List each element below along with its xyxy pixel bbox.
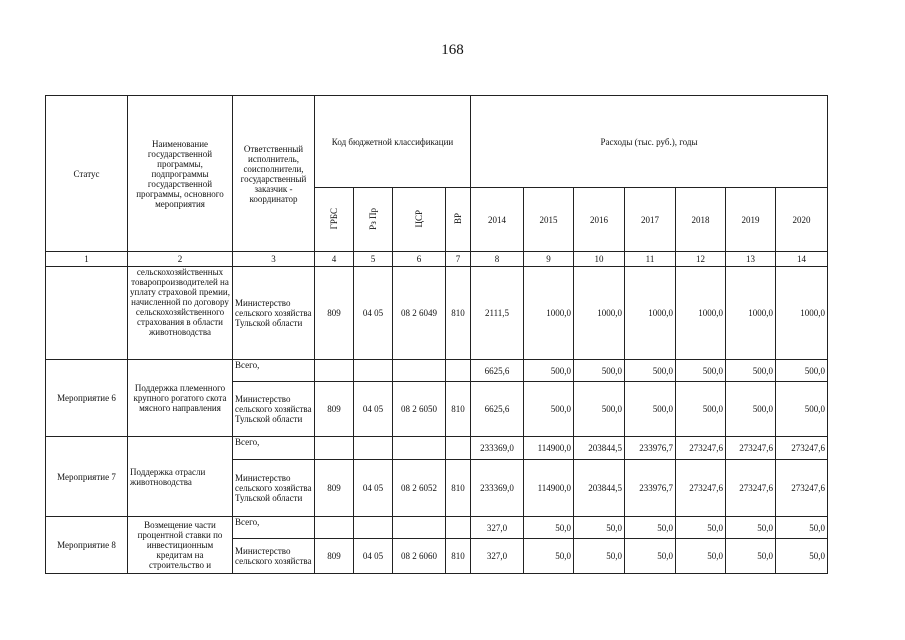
expense-value: 114900,0: [524, 460, 574, 517]
expense-value: 273247,6: [676, 460, 726, 517]
page-number: 168: [441, 42, 464, 58]
vr-code: 810: [446, 267, 471, 360]
table-row: [46, 360, 828, 382]
csr-code: 08 2 6052: [393, 460, 446, 517]
total-label: Всего,: [233, 360, 315, 382]
col-number: 12: [676, 252, 726, 267]
status-cell: Мероприятие 6: [46, 360, 128, 437]
expense-value: 273247,6: [726, 460, 776, 517]
table-row: [46, 517, 828, 539]
vr-code: 810: [446, 382, 471, 437]
header-csr: ЦСР: [414, 209, 424, 228]
total-label: Всего,: [233, 517, 315, 539]
col-number: 7: [446, 252, 471, 267]
rzpr-code: 04 05: [354, 382, 393, 437]
empty-cell: [446, 517, 471, 539]
expense-value: 500,0: [676, 382, 726, 437]
expense-value: 500,0: [726, 382, 776, 437]
grbs-code: 809: [315, 267, 354, 360]
activity-name: Возмещение части процентной ставки по инвестиционным кредитам на строительство и: [128, 517, 233, 574]
expense-value: 1000,0: [524, 267, 574, 360]
vr-code: 810: [446, 460, 471, 517]
total-value: 327,0: [471, 517, 524, 539]
header-grbs-cell: [315, 188, 354, 252]
expense-value: 50,0: [574, 539, 625, 574]
empty-cell: [393, 360, 446, 382]
header-budget-code: Код бюджетной классификации: [315, 96, 471, 188]
header-year: 2019: [726, 188, 776, 252]
header-responsible: Ответственный исполнитель, соисполнители, государственный заказчик - координатор: [233, 96, 315, 252]
responsible-executor: Министерство сельского хозяйства Тульской области: [233, 382, 315, 437]
csr-code: 08 2 6050: [393, 382, 446, 437]
header-vr-cell: [446, 188, 471, 252]
expense-value: 50,0: [776, 539, 828, 574]
expense-value: 1000,0: [574, 267, 625, 360]
empty-cell: [354, 437, 393, 460]
status-cell: Мероприятие 8: [46, 517, 128, 574]
total-value: 500,0: [776, 360, 828, 382]
expense-value: 1000,0: [625, 267, 676, 360]
col-number: 1: [46, 252, 128, 267]
expense-value: 1000,0: [726, 267, 776, 360]
csr-code: 08 2 6049: [393, 267, 446, 360]
col-number: 13: [726, 252, 776, 267]
rzpr-code: 04 05: [354, 539, 393, 574]
activity-name: Поддержка отрасли животноводства: [128, 437, 233, 517]
rzpr-code: 04 05: [354, 267, 393, 360]
col-number: 14: [776, 252, 828, 267]
status-cell: [46, 267, 128, 360]
total-value: 500,0: [625, 360, 676, 382]
expense-value: 273247,6: [776, 460, 828, 517]
col-number: 11: [625, 252, 676, 267]
expense-value: 203844,5: [574, 460, 625, 517]
expense-value: 500,0: [574, 382, 625, 437]
rzpr-code: 04 05: [354, 460, 393, 517]
status-cell: Мероприятие 7: [46, 437, 128, 517]
expense-value: 327,0: [471, 539, 524, 574]
expense-value: 2111,5: [471, 267, 524, 360]
total-label: Всего,: [233, 437, 315, 460]
expense-value: 1000,0: [776, 267, 828, 360]
empty-cell: [315, 517, 354, 539]
total-value: 500,0: [676, 360, 726, 382]
total-value: 6625,6: [471, 360, 524, 382]
header-year: 2018: [676, 188, 726, 252]
total-value: 233976,7: [625, 437, 676, 460]
activity-name: Поддержка племенного крупного рогатого скота мясного направления: [128, 360, 233, 437]
col-number: 4: [315, 252, 354, 267]
expense-value: 500,0: [776, 382, 828, 437]
total-value: 500,0: [574, 360, 625, 382]
header-vr: ВР: [453, 212, 463, 224]
column-number-row: [46, 252, 828, 267]
col-number: 2: [128, 252, 233, 267]
total-value: 273247,6: [776, 437, 828, 460]
expense-value: 233976,7: [625, 460, 676, 517]
expense-value: 50,0: [625, 539, 676, 574]
header-name: Наименование государственной программы, подпрограммы государственной программы, основного мероприятия: [128, 96, 233, 252]
expense-value: 1000,0: [676, 267, 726, 360]
header-grbs: ГРБС: [329, 207, 339, 230]
total-value: 50,0: [574, 517, 625, 539]
col-number: 8: [471, 252, 524, 267]
expense-value: 50,0: [726, 539, 776, 574]
budget-table: [45, 95, 828, 574]
total-value: 233369,0: [471, 437, 524, 460]
total-value: 50,0: [726, 517, 776, 539]
header-year: 2016: [574, 188, 625, 252]
total-value: 114900,0: [524, 437, 574, 460]
header-year: 2020: [776, 188, 828, 252]
expense-value: 50,0: [524, 539, 574, 574]
total-value: 50,0: [524, 517, 574, 539]
responsible-executor: Министерство сельского хозяйства Тульской области: [233, 267, 315, 360]
grbs-code: 809: [315, 460, 354, 517]
total-value: 500,0: [726, 360, 776, 382]
table-row: [46, 437, 828, 460]
expense-value: 6625,6: [471, 382, 524, 437]
grbs-code: 809: [315, 539, 354, 574]
responsible-executor: Министерство сельского хозяйства: [233, 539, 315, 574]
total-value: 500,0: [524, 360, 574, 382]
expense-value: 50,0: [676, 539, 726, 574]
header-year: 2017: [625, 188, 676, 252]
responsible-executor: Министерство сельского хозяйства Тульской области: [233, 460, 315, 517]
grbs-code: 809: [315, 382, 354, 437]
header-expenses: Расходы (тыс. руб.), годы: [471, 96, 828, 188]
empty-cell: [354, 517, 393, 539]
empty-cell: [446, 360, 471, 382]
header-rzpr: Рз Пр: [368, 207, 378, 230]
expense-value: 500,0: [524, 382, 574, 437]
total-value: 50,0: [776, 517, 828, 539]
col-number: 9: [524, 252, 574, 267]
vr-code: 810: [446, 539, 471, 574]
empty-cell: [315, 360, 354, 382]
col-number: 10: [574, 252, 625, 267]
col-number: 6: [393, 252, 446, 267]
header-rzpr-cell: [354, 188, 393, 252]
empty-cell: [393, 437, 446, 460]
csr-code: 08 2 6060: [393, 539, 446, 574]
empty-cell: [315, 437, 354, 460]
header-status: Статус: [46, 96, 128, 252]
table-row: [46, 267, 828, 360]
empty-cell: [354, 360, 393, 382]
header-csr-cell: [393, 188, 446, 252]
empty-cell: [446, 437, 471, 460]
col-number: 3: [233, 252, 315, 267]
total-value: 273247,6: [676, 437, 726, 460]
activity-name: сельскохозяйственных товаропроизводителей на уплату страховой премии, начисленной по договору сельскохозяйственного страхования в области животноводства: [128, 267, 233, 360]
total-value: 50,0: [625, 517, 676, 539]
expense-value: 500,0: [625, 382, 676, 437]
total-value: 50,0: [676, 517, 726, 539]
empty-cell: [393, 517, 446, 539]
total-value: 273247,6: [726, 437, 776, 460]
total-value: 203844,5: [574, 437, 625, 460]
header-year: 2015: [524, 188, 574, 252]
col-number: 5: [354, 252, 393, 267]
expense-value: 233369,0: [471, 460, 524, 517]
header-year: 2014: [471, 188, 524, 252]
